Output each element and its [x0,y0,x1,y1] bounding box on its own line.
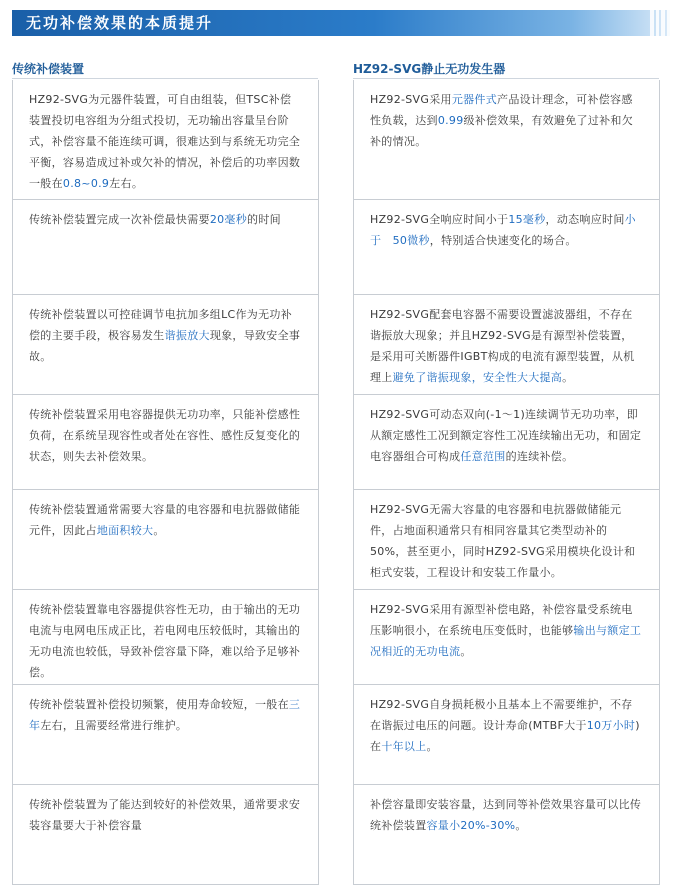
right-cell-row-8 [353,785,660,885]
body-text: HZ92-SVG无需大容量的电容器和电抗器做储能元件，占地面积通常只有相同容量其它类型动补的50%，甚至更小，同时HZ92-SVG采用模块化设计和柜式安装，工程设计和安装工作量小。 [370,503,636,579]
right-cell-row-3 [353,295,660,395]
right-cell-row-7 [353,685,660,785]
body-text: 级补偿效果，有效避免了过补和欠补的情况。 [370,114,634,148]
body-text: 传统补偿装置以可控硅调节电抗加多组LC作为无功补偿的主要手段，极容易发生 [29,308,293,342]
left-cell-row-4 [12,395,319,490]
left-cell-row-6 [12,590,319,685]
right-cell-row-4 [353,395,660,490]
right-cell-row-2 [353,200,660,295]
banner-decoration [648,10,670,36]
highlight-text: 地面积较大 [96,524,154,537]
highlight-text: 三年 [29,698,301,732]
left-cell-row-1 [12,80,319,200]
body-text: HZ92-SVG配套电容器不需要设置滤波器组，不存在谐振放大现象；并且HZ92-SVG是有源型补偿装置，是采用可关断器件IGBT构成的电流有源型装置，从机理上 [370,308,635,384]
body-text: HZ92-SVG采用 [370,93,452,106]
highlight-text: 小于 50微秒 [370,213,636,247]
body-text: ，动态响应时间 [545,213,625,226]
body-text: HZ92-SVG自身损耗极小且基本上不需要维护，不存在谐振过电压的问题。设计寿命(MTBF大于 [370,698,633,732]
highlight-text: 元器件式 [451,93,498,106]
body-text: 。 [153,524,165,537]
right-heading-rule [353,78,659,79]
right-column-heading: HZ92-SVG静止无功发生器 [353,62,506,76]
highlight-text: 15毫秒 [508,213,546,226]
body-text: 传统补偿装置靠电容器提供容性无功，由于输出的无功电流与电网电压成正比，若电网电压较低时，其输出的无功电流也较低，导致补偿容量下降，难以给予足够补偿。 [29,603,301,679]
body-text: 的时间 [247,213,281,226]
body-text: 左右，且需要经常进行维护。 [40,719,188,732]
left-cell-row-5 [12,490,319,590]
body-text: 补偿容量即安装容量，达到同等补偿效果容量可以比传统补偿装置 [370,798,642,832]
highlight-text: 10万小时 [586,719,636,732]
body-text: 。 [562,371,574,384]
body-text: 。 [426,740,438,753]
body-text: )在 [370,719,640,753]
highlight-text: 0.99 [437,114,464,127]
highlight-text: 避免了谐振现象，安全性大大提高 [392,371,563,384]
highlight-text: 输出与额定工况相近的无功电流 [370,624,642,658]
body-text: 传统补偿装置完成一次补偿最快需要 [29,213,210,226]
left-cell-row-2 [12,200,319,295]
body-text: 传统补偿装置通常需要大容量的电容器和电抗器做储能元件，因此占 [29,503,301,537]
right-cell-row-1 [353,80,660,200]
right-cell-row-5 [353,490,660,590]
body-text: 的连续补偿。 [505,450,574,463]
body-text: HZ92-SVG为元器件装置，可自由组装，但TSC补偿装置投切电容组为分组式投切，无功输出容量呈台阶式，补偿容量不能连续可调，很难达到与系统无功完全平衡，容易造成过补或欠补的情况，补偿后的功率因数一般在 [29,93,301,190]
left-cell-row-7 [12,685,319,785]
highlight-text: 任意范围 [460,450,506,463]
right-cell-row-6 [353,590,660,685]
body-text: HZ92-SVG采用有源型补偿电路，补偿容量受系统电压影响很小，在系统电压变低时，也能够 [370,603,633,637]
body-text: HZ92-SVG可动态双向(-1～1)连续调节无功功率，即从额定感性工况到额定容性工况连续输出无功，和固定电容器组合可构成 [370,408,642,463]
body-text: 产品设计理念，可补偿容感性负载，达到 [370,93,633,127]
body-text: 传统补偿装置补偿投切频繁，使用寿命较短，一般在 [29,698,289,711]
section-banner [12,10,670,36]
highlight-text: 0.8~0.9 [62,177,110,190]
body-text: 传统补偿装置为了能达到较好的补偿效果，通常要求安装容量要大于补偿容量 [29,798,301,832]
body-text: ，特别适合快速变化的场合。 [429,234,577,247]
highlight-text: 十年以上 [381,740,427,753]
highlight-text: 容量小20%-30% [426,819,516,832]
highlight-text: 谐振放大 [164,329,210,342]
left-cell-row-8 [12,785,319,885]
left-column-heading: 传统补偿装置 [12,62,85,76]
left-cell-row-3 [12,295,319,395]
highlight-text: 20毫秒 [209,213,248,226]
left-heading-rule [12,78,318,79]
body-text: 传统补偿装置采用电容器提供无功功率，只能补偿感性负荷，在系统呈现容性或者处在容性、感性反复变化的状态，则失去补偿效果。 [29,408,301,463]
banner-title: 无功补偿效果的本质提升 [26,14,214,32]
body-text: 。 [515,819,527,832]
body-text: HZ92-SVG全响应时间小于 [370,213,509,226]
body-text: 。 [460,645,472,658]
body-text: 现象，导致安全事故。 [29,329,301,363]
body-text: 左右。 [109,177,144,190]
